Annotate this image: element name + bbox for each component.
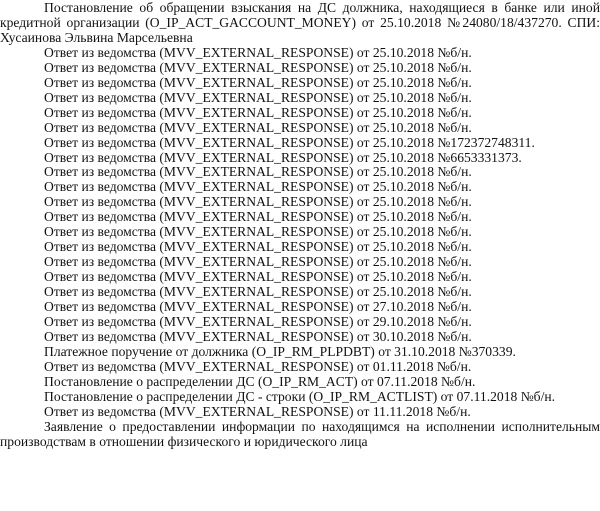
- paragraph: Постановление о распределении ДС - строки (O_IP_RM_ACTLIST) от 07.11.2018 №б/н.: [44, 388, 556, 404]
- response-line: Ответ из ведомства (MVV_EXTERNAL_RESPONSE) от 25.10.2018 №б/н.: [44, 284, 472, 300]
- response-line: Ответ из ведомства (MVV_EXTERNAL_RESPONSE) от 25.10.2018 №б/н.: [44, 104, 472, 120]
- response-line: Ответ из ведомства (MVV_EXTERNAL_RESPONSE) от 01.11.2018 №б/н.: [44, 358, 472, 374]
- paragraph: Постановление об обращении взыскания на ДС должника, находящиеся в банке или иной кредитной организации (O_IP_ACT_GACCOUNT_MONEY) от 25.10.2018 №24080/18/437270. СПИ: Хусаинова Эльвина Марсельевна: [0, 0, 600, 45]
- response-line: Ответ из ведомства (MVV_EXTERNAL_RESPONSE) от 25.10.2018 №б/н.: [44, 209, 472, 225]
- response-line: Ответ из ведомства (MVV_EXTERNAL_RESPONSE) от 11.11.2018 №б/н.: [44, 403, 471, 419]
- response-line: Постановление о распределении ДС (O_IP_RM_ACT) от 07.11.2018 №б/н.: [44, 373, 476, 389]
- response-line: Ответ из ведомства (MVV_EXTERNAL_RESPONSE) от 30.10.2018 №б/н.: [44, 328, 472, 344]
- response-line: Ответ из ведомства (MVV_EXTERNAL_RESPONSE) от 25.10.2018 №б/н.: [44, 164, 472, 180]
- response-line: Ответ из ведомства (MVV_EXTERNAL_RESPONSE) от 25.10.2018 №б/н.: [44, 179, 472, 195]
- response-line: Ответ из ведомства (MVV_EXTERNAL_RESPONSE) от 25.10.2018 №б/н.: [44, 74, 472, 90]
- paragraph: Заявление о предоставлении информации по находящимся на исполнении исполнительным производствам в отношении физического и юридического лица: [0, 418, 600, 449]
- response-line: Ответ из ведомства (MVV_EXTERNAL_RESPONSE) от 25.10.2018 №б/н.: [44, 239, 472, 255]
- response-line: Ответ из ведомства (MVV_EXTERNAL_RESPONSE) от 27.10.2018 №б/н.: [44, 299, 472, 315]
- response-line: Ответ из ведомства (MVV_EXTERNAL_RESPONSE) от 25.10.2018 №б/н.: [44, 224, 472, 240]
- response-line: Ответ из ведомства (MVV_EXTERNAL_RESPONSE) от 29.10.2018 №б/н.: [44, 314, 472, 330]
- response-line: Ответ из ведомства (MVV_EXTERNAL_RESPONSE) от 25.10.2018 №б/н.: [44, 119, 472, 135]
- response-line: Ответ из ведомства (MVV_EXTERNAL_RESPONSE) от 25.10.2018 №б/н.: [44, 194, 472, 210]
- response-line: Ответ из ведомства (MVV_EXTERNAL_RESPONSE) от 25.10.2018 №б/н.: [44, 254, 472, 270]
- paragraph: Ответ из ведомства (MVV_EXTERNAL_RESPONSE) от 25.10.2018 №172372748311.: [44, 134, 535, 150]
- response-line: Ответ из ведомства (MVV_EXTERNAL_RESPONSE) от 25.10.2018 №б/н.: [44, 89, 472, 105]
- response-line: Ответ из ведомства (MVV_EXTERNAL_RESPONSE) от 25.10.2018 №б/н.: [44, 269, 472, 285]
- paragraph: Платежное поручение от должника (O_IP_RM_PLPDBT) от 31.10.2018 №370339.: [44, 343, 516, 359]
- document-body: [0, 1, 600, 450]
- response-line: Ответ из ведомства (MVV_EXTERNAL_RESPONSE) от 25.10.2018 №б/н.: [44, 44, 472, 60]
- response-line: Ответ из ведомства (MVV_EXTERNAL_RESPONSE) от 25.10.2018 №б/н.: [44, 59, 472, 75]
- paragraph: Ответ из ведомства (MVV_EXTERNAL_RESPONSE) от 25.10.2018 №6653331373.: [44, 149, 522, 165]
